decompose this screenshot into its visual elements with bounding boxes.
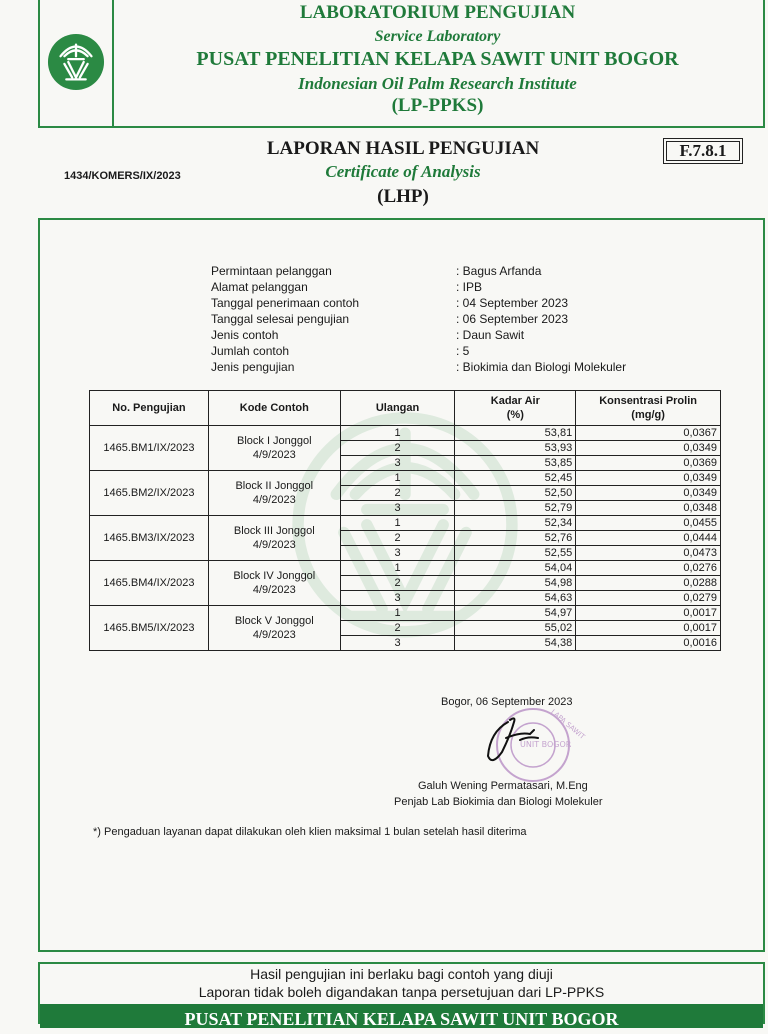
report-title: LAPORAN HASIL PENGUJIAN bbox=[266, 138, 540, 159]
cell-prolin: 0,0017 bbox=[576, 606, 721, 621]
info-value: : Bagus Arfanda bbox=[456, 264, 542, 278]
stamp-text: UNIT BOGOR bbox=[520, 740, 572, 749]
kode-label: Block IV Jonggol bbox=[233, 570, 316, 582]
stamp-text-outer: LAPA SAWIT bbox=[549, 707, 587, 742]
lab-name: LABORATORIUM PENGUJIAN bbox=[299, 2, 576, 23]
cell-prolin: 0,0349 bbox=[576, 486, 721, 501]
info-value: : Daun Sawit bbox=[456, 328, 525, 342]
kode-date: 4/9/2023 bbox=[252, 539, 296, 551]
cell-prolin: 0,0349 bbox=[576, 441, 721, 456]
institute-name-en: Indonesian Oil Palm Research Institute bbox=[298, 74, 577, 93]
info-label: Tanggal penerimaan contoh bbox=[211, 296, 360, 310]
info-labels bbox=[211, 263, 359, 375]
ppks-logo-icon bbox=[47, 33, 105, 91]
info-label: Jumlah contoh bbox=[211, 344, 290, 358]
cell-ulangan: 1 bbox=[340, 426, 455, 441]
kode-date: 4/9/2023 bbox=[252, 584, 296, 596]
info-label: Alamat pelanggan bbox=[211, 280, 308, 294]
form-code-box bbox=[663, 138, 743, 164]
letterhead bbox=[38, 0, 765, 128]
sign-place-date: Bogor, 06 September 2023 bbox=[441, 696, 573, 708]
cell-ulangan: 2 bbox=[340, 576, 455, 591]
cell-prolin: 0,0276 bbox=[576, 561, 721, 576]
kode-label: Block II Jonggol bbox=[235, 480, 314, 492]
info-value: : IPB bbox=[456, 280, 483, 294]
cell-ulangan: 3 bbox=[340, 501, 455, 516]
footer-line-2: Laporan tidak boleh digandakan tanpa persetujuan dari LP-PPKS bbox=[198, 984, 605, 1000]
document-number: 1434/KOMERS/IX/2023 bbox=[64, 170, 181, 182]
kode-date: 4/9/2023 bbox=[252, 494, 296, 506]
info-value: : 04 September 2023 bbox=[456, 296, 569, 310]
cell-prolin: 0,0016 bbox=[576, 636, 721, 651]
kode-label: Block V Jonggol bbox=[234, 615, 314, 627]
cell-ulangan: 1 bbox=[340, 561, 455, 576]
cell-kadar-air: 54,97 bbox=[455, 606, 576, 621]
footer bbox=[38, 962, 765, 1029]
cell-ulangan: 1 bbox=[340, 516, 455, 531]
cell-ulangan: 3 bbox=[340, 456, 455, 471]
logo-cell bbox=[40, 0, 114, 126]
cell-kadar-air: 52,55 bbox=[455, 546, 576, 561]
cell-ulangan: 1 bbox=[340, 471, 455, 486]
table-row bbox=[90, 471, 721, 486]
info-label: Permintaan pelanggan bbox=[211, 264, 332, 278]
cell-kadar-air: 53,81 bbox=[455, 426, 576, 441]
cell-prolin: 0,0349 bbox=[576, 471, 721, 486]
cell-kadar-air: 55,02 bbox=[455, 621, 576, 636]
form-code: F.7.8.1 bbox=[666, 141, 740, 161]
table-row bbox=[90, 561, 721, 576]
cell-prolin: 0,0288 bbox=[576, 576, 721, 591]
cell-kadar-air: 54,04 bbox=[455, 561, 576, 576]
institute-abbr: (LP-PPKS) bbox=[391, 95, 484, 116]
cell-ulangan: 2 bbox=[340, 441, 455, 456]
kode-date: 4/9/2023 bbox=[252, 449, 296, 461]
complaint-note: *) Pengaduan layanan dapat dilakukan oleh klien maksimal 1 bulan setelah hasil diterima bbox=[93, 826, 527, 838]
cell-ulangan: 2 bbox=[340, 621, 455, 636]
cell-prolin: 0,0444 bbox=[576, 531, 721, 546]
table-row bbox=[90, 606, 721, 621]
cell-kadar-air: 52,50 bbox=[455, 486, 576, 501]
institute-name: PUSAT PENELITIAN KELAPA SAWIT UNIT BOGOR bbox=[196, 48, 679, 70]
header-no-pengujian: No. Pengujian bbox=[90, 391, 209, 426]
cell-kode-contoh bbox=[208, 426, 340, 471]
cell-no-pengujian: 1465.BM3/IX/2023 bbox=[90, 516, 209, 561]
kode-label: Block III Jonggol bbox=[233, 525, 315, 537]
cell-prolin: 0,0017 bbox=[576, 621, 721, 636]
header-kode-contoh: Kode Contoh bbox=[208, 391, 340, 426]
cell-kadar-air: 52,76 bbox=[455, 531, 576, 546]
info-label: Jenis contoh bbox=[211, 328, 279, 342]
cell-kode-contoh bbox=[208, 516, 340, 561]
info-value: : Biokimia dan Biologi Molekuler bbox=[456, 360, 627, 374]
cell-prolin: 0,0279 bbox=[576, 591, 721, 606]
cell-prolin: 0,0367 bbox=[576, 426, 721, 441]
cell-kadar-air: 53,85 bbox=[455, 456, 576, 471]
signer-position: Penjab Lab Biokimia dan Biologi Molekuler bbox=[394, 796, 603, 808]
footer-line-1: Hasil pengujian ini berlaku bagi contoh yang diuji bbox=[250, 966, 553, 982]
info-values bbox=[456, 263, 626, 375]
cell-kadar-air: 52,45 bbox=[455, 471, 576, 486]
cell-no-pengujian: 1465.BM1/IX/2023 bbox=[90, 426, 209, 471]
signer-name: Galuh Wening Permatasari, M.Eng bbox=[418, 780, 588, 792]
cell-no-pengujian: 1465.BM4/IX/2023 bbox=[90, 561, 209, 606]
cell-prolin: 0,0455 bbox=[576, 516, 721, 531]
info-value: : 5 bbox=[456, 344, 470, 358]
cell-kode-contoh bbox=[208, 606, 340, 651]
table-row bbox=[90, 426, 721, 441]
lab-name-en: Service Laboratory bbox=[374, 28, 501, 45]
cell-kadar-air: 52,79 bbox=[455, 501, 576, 516]
kode-date: 4/9/2023 bbox=[252, 629, 296, 641]
table-header-row bbox=[90, 391, 721, 426]
cell-prolin: 0,0369 bbox=[576, 456, 721, 471]
header-ulangan: Ulangan bbox=[340, 391, 455, 426]
report-abbr: (LHP) bbox=[377, 186, 429, 207]
cell-kadar-air: 52,34 bbox=[455, 516, 576, 531]
report-subtitle: Certificate of Analysis bbox=[325, 162, 481, 181]
cell-ulangan: 1 bbox=[340, 606, 455, 621]
cell-ulangan: 2 bbox=[340, 486, 455, 501]
kode-label: Block I Jonggol bbox=[236, 435, 312, 447]
cell-kadar-air: 54,98 bbox=[455, 576, 576, 591]
header-kadar-air: Kadar Air (%) bbox=[455, 391, 576, 426]
results-table bbox=[89, 390, 721, 651]
cell-prolin: 0,0473 bbox=[576, 546, 721, 561]
info-label: Tanggal selesai pengujian bbox=[211, 312, 350, 326]
cell-no-pengujian: 1465.BM2/IX/2023 bbox=[90, 471, 209, 516]
cell-no-pengujian: 1465.BM5/IX/2023 bbox=[90, 606, 209, 651]
cell-ulangan: 3 bbox=[340, 591, 455, 606]
info-value: : 06 September 2023 bbox=[456, 312, 569, 326]
header-konsentrasi-prolin: Konsentrasi Prolin (mg/g) bbox=[576, 391, 721, 426]
signature-icon bbox=[480, 712, 550, 772]
cell-kadar-air: 54,38 bbox=[455, 636, 576, 651]
cell-ulangan: 3 bbox=[340, 636, 455, 651]
cell-kadar-air: 53,93 bbox=[455, 441, 576, 456]
cell-prolin: 0,0348 bbox=[576, 501, 721, 516]
cell-kode-contoh bbox=[208, 471, 340, 516]
cell-ulangan: 2 bbox=[340, 531, 455, 546]
footer-band: PUSAT PENELITIAN KELAPA SAWIT UNIT BOGOR bbox=[40, 1004, 763, 1028]
cell-kadar-air: 54,63 bbox=[455, 591, 576, 606]
cell-kode-contoh bbox=[208, 561, 340, 606]
info-label: Jenis pengujian bbox=[211, 360, 295, 374]
cell-ulangan: 3 bbox=[340, 546, 455, 561]
table-row bbox=[90, 516, 721, 531]
